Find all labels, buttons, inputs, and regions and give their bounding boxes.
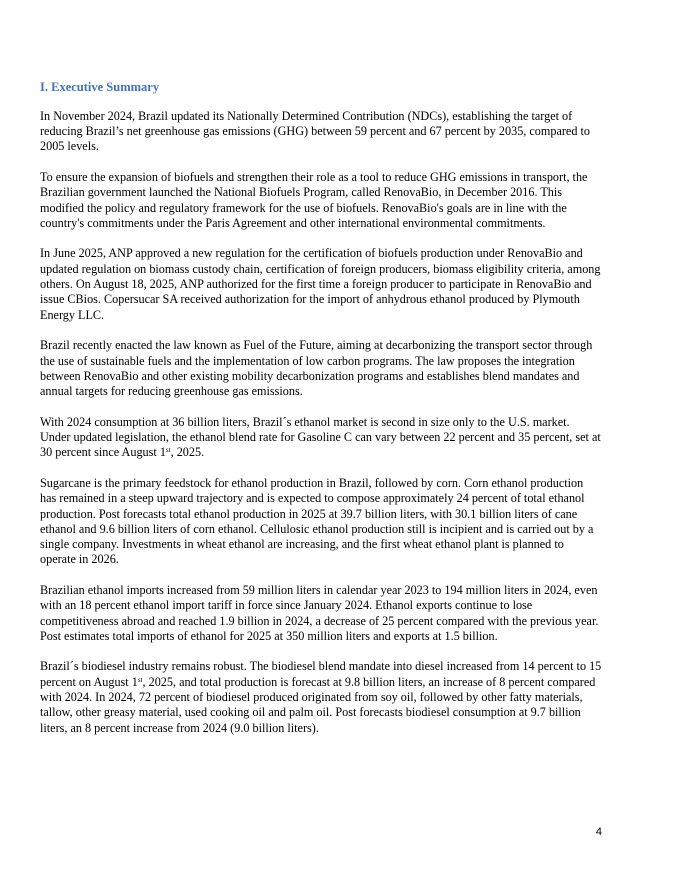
ethanol-market-text: With 2024 consumption at 36 billion liters, Brazil´s ethanol market is second in size only to the U.S. market. Under updated legislation, the ethanol blend rate for Gasoline C can vary between 22 percent and 35 percent, set at 30 percent since August 1 xyxy=(40,414,601,460)
paragraph-biodiesel xyxy=(40,659,602,735)
page-number: 4 xyxy=(595,826,602,838)
paragraph-ndc: In November 2024, Brazil updated its Nationally Determined Contribution (NDCs), establishing the target of reducing Brazil’s net greenhouse gas emissions (GHG) between 59 percent and 67 percent by 2035, compared to 2005 levels. xyxy=(40,108,590,154)
section-heading: I. Executive Summary xyxy=(40,80,160,94)
ethanol-market-text-end: , 2025. xyxy=(170,445,205,460)
biodiesel-text: Brazil´s biodiesel industry remains robust. The biodiesel blend mandate into diesel increased from 14 percent to 15 percent on August 1 xyxy=(40,659,602,689)
paragraph-renovabio: To ensure the expansion of biofuels and strengthen their role as a tool to reduce GHG emissions in transport, the Brazilian government launched the National Biofuels Program, called RenovaBio, in December 2016. This modified the policy and regulatory framework for the use of biofuels. RenovaBio's goals are in line with the country's commitments under the Paris Agreement and other international environmental commitments. xyxy=(40,169,588,230)
paragraph-fuel-of-the-future: Brazil recently enacted the law known as Fuel of the Future, aiming at decarbonizing the transport sector through the use of sustainable fuels and the implementation of low carbon programs. The law proposes the integration between RenovaBio and other existing mobility decarbonization programs and establishes blend mandates and annual targets for reducing greenhouse gas emissions. xyxy=(40,338,593,399)
paragraph-anp-regulation: In June 2025, ANP approved a new regulation for the certification of biofuels production under RenovaBio and updated regulation on biomass custody chain, certification of foreign producers, biomass eligibility criteria, among others. On August 18, 2025, ANP authorized for the first time a foreign producer to participate in RenovaBio and issue CBios. Copersucar SA received authorization for the import of anhydrous ethanol produced by Plymouth Energy LLC. xyxy=(40,246,601,322)
ordinal-suffix: st xyxy=(137,675,143,684)
document-page xyxy=(40,80,602,751)
biodiesel-text-end: , 2025, and total production is forecast at 9.8 billion liters, an increase of 8 percent compared with 2024. In 2024, 72 percent of biodiesel produced originated from soy oil, followed by other fatty materials, tallow, other greasy material, used cooking oil and palm oil. Post forecasts biodiesel consumption at 9.7 billion liters, an 8 percent increase from 2024 (9.0 billion liters). xyxy=(40,674,596,735)
paragraph-ethanol-market xyxy=(40,415,602,461)
paragraph-ethanol-production: Sugarcane is the primary feedstock for ethanol production in Brazil, followed by corn. Corn ethanol production has remained in a steep upward trajectory and is expected to compose approximately 24 percent of total ethanol production. Post forecasts total ethanol production in 2025 at 39.7 billion liters, with 30.1 billion liters of cane ethanol and 9.6 billion liters of corn ethanol. Cellulosic ethanol production still is incipient and is carried out by a single company. Investments in wheat ethanol are increasing, and the first wheat ethanol plant is planned to operate in 2026. xyxy=(40,475,594,567)
paragraph-ethanol-trade: Brazilian ethanol imports increased from 59 million liters in calendar year 2023 to 194 million liters in 2024, even with an 18 percent ethanol import tariff in force since January 2024. Ethanol exports continue to lose competitiveness abroad and reached 1.9 billion in 2024, a decrease of 25 percent compared with the previous year. Post estimates total imports of ethanol for 2025 at 350 million liters and exports at 1.5 billion. xyxy=(40,583,599,643)
ordinal-suffix: st xyxy=(165,446,171,455)
